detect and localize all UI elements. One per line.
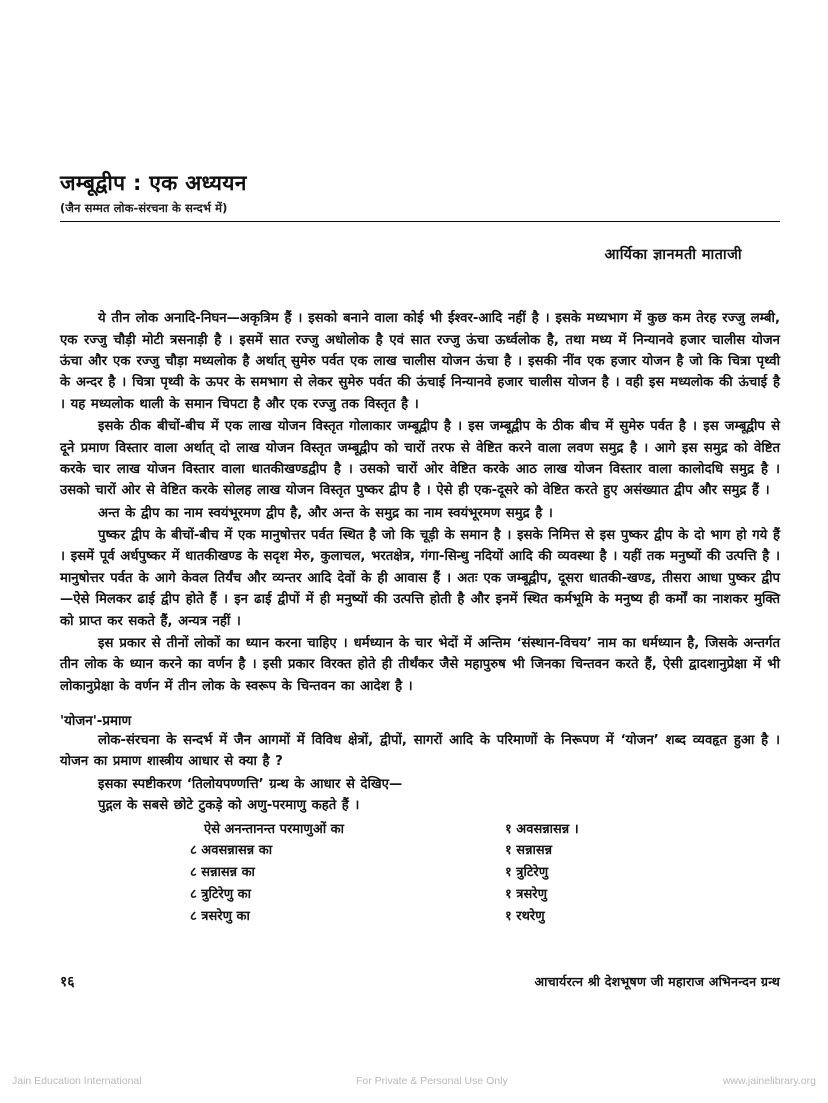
measure-row: १ रथरेणु [505, 908, 545, 924]
measure-row: ८ त्रुटिरेणु का [190, 886, 251, 902]
section-paragraph: लोक-संरचना के सन्दर्भ में जैन आगमों में विविध क्षेत्रों, द्वीपों, सागरों आदि के परिमाणों के निरूपण में ‘योजन’ शब्द व्यवहृत हुआ है । योजन का प्रमाण शास्त्रीय आधार से क्या है ? [60, 733, 780, 770]
page-footer [60, 972, 780, 991]
watermark-usage-notice: For Private & Personal Use Only [356, 1075, 508, 1087]
page-title: जम्बूद्वीप : एक अध्ययन [60, 171, 247, 195]
measure-row: १ त्रुटिरेणु [505, 865, 549, 881]
paragraph: इसके ठीक बीचों-बीच में एक लाख योजन विस्तृत गोलाकार जम्बूद्वीप है । इस जम्बूद्वीप के ठीक बीच में सुमेरु पर्वत है । इस जम्बूद्वीप से दूने प्रमाण विस्तार वाला अर्थात् दो लाख योजन विस्तृत जम्बूद्वीप को चारों तरफ से वेष्टित करने वाला लवण समुद्र है । आगे इस समुद्र को वेष्टित करके चार लाख योजन विस्तार वाला धातकीखण्डद्वीप है । उसको चारों ओर वेष्टित करके आठ लाख योजन विस्तार वाला कालोदधि समुद्र है । उसको चारों ओर से वेष्टित करके सोलह लाख योजन विस्तृत पुष्कर द्वीप है । ऐसे ही एक-दूसरे को वेष्टित करते हुए असंख्यात द्वीप और समुद्र हैं । [60, 419, 780, 499]
measures-column-right [440, 819, 780, 928]
library-watermark-bar [0, 1059, 828, 1103]
measure-row: ऐसे अनन्तानन्त परमाणुओं का [204, 821, 344, 837]
section-paragraph: पुद्गल के सबसे छोटे टुकड़े को अणु-परमाणु कहते हैं । [98, 798, 360, 814]
author-name: आर्यिका ज्ञानमती माताजी [604, 247, 742, 264]
measure-row: १ त्रसरेणु [505, 886, 547, 902]
page-content [60, 170, 780, 928]
title-divider [60, 221, 780, 222]
measure-row: ८ त्रसरेणु का [190, 908, 250, 924]
section-heading-yojan-pramana: 'योजन'-प्रमाण [60, 714, 132, 729]
section-paragraph: इसका स्पष्टीकरण ‘तिलोयपण्णत्ति’ ग्रन्थ के आधार से देखिए— [98, 776, 403, 792]
page-subtitle: (जैन सम्मत लोक-संरचना के सन्दर्भ में) [60, 201, 228, 216]
measure-row: १ अवसन्नासन्न । [505, 821, 579, 837]
paragraph: अन्त के द्वीप का नाम स्वयंभूरमण द्वीप है, और अन्त के समुद्र का नाम स्वयंभूरमण समुद्र है । [98, 505, 553, 521]
paragraph: ये तीन लोक अनादि-निघन—अकृत्रिम हैं । इसको बनाने वाला कोई भी ईश्वर-आदि नहीं है । इसके मध्यभाग में कुछ कम तेरह रज्जु लम्बी, एक रज्जु चौड़ी मोटी त्रसनाड़ी है । इसमें सात रज्जु अधोलोक है एवं सात रज्जु ऊंचा ऊर्ध्वलोक है, तथा मध्य में निन्यानवे हजार चालीस योजन ऊंचा और एक रज्जु चौड़ा मध्यलोक है अर्थात् सुमेरु पर्वत एक लाख चालीस योजन ऊंचा है । इसकी नींव एक हजार योजन है जो कि चित्रा पृथ्वी के अन्दर है । चित्रा पृथ्वी के ऊपर के समभाग से लेकर सुमेरु पर्वत की ऊंचाई निन्यानवे हजार चालीस योजन है । वही इस मध्यलोक की ऊंचाई है । यह मध्यलोक थाली के समान चिपटा है और एक रज्जु तक विस्तृत है । [60, 311, 780, 412]
book-title-footer: आचार्यरत्न श्री देशभूषण जी महाराज अभिनन्दन ग्रन्थ [534, 974, 780, 989]
measure-row: ८ सन्नासन्न का [190, 865, 255, 881]
measure-row: ८ अवसन्नासन्न का [190, 843, 273, 859]
paragraph: पुष्कर द्वीप के बीचों-बीच में एक मानुषोत्तर पर्वत स्थित है जो कि चूड़ी के समान है । इसके निमित्त से इस पुष्कर द्वीप के दो भाग हो गये हैं । इसमें पूर्व अर्धपुष्कर में धातकीखण्ड के सदृश मेरु, कुलाचल, भरतक्षेत्र, गंगा-सिन्धु नदियों आदि की व्यवस्था है । यहीं तक मनुष्यों की उत्पत्ति है । मानुषोत्तर पर्वत के आगे केवल तिर्यंच और व्यन्तर आदि देवों के ही आवास हैं । अतः एक जम्बूद्वीप, दूसरा धातकी-खण्ड, तीसरा आधा पुष्कर द्वीप—ऐसे मिलकर ढाई द्वीप होते हैं । इन ढाई द्वीपों में ही मनुष्यों की उत्पत्ति होती है और इनमें स्थित कर्मभूमि के मनुष्य ही कर्मों का नाशकर मुक्ति को प्राप्त कर सकते हैं, अन्यत्र नहीं । [60, 528, 780, 629]
measures-column-left [60, 819, 440, 928]
watermark-organization: Jain Education International [12, 1075, 142, 1087]
body-text [60, 308, 780, 697]
paragraph: इस प्रकार से तीनों लोकों का ध्यान करना चाहिए । धर्मध्यान के चार भेदों में अन्तिम ‘संस्थान-विचय’ नाम का धर्मध्यान है, जिसके अन्तर्गत तीन लोक के ध्यान करने का वर्णन है । इसी प्रकार विरक्त होते ही तीर्थंकर जैसे महापुरुष भी जिनका चिन्तवन करते हैं, ऐसी द्वादशानुप्रेक्षा में भी लोकानुप्रेक्षा के वर्णन में तीन लोक के स्वरूप के चिन्तवन का आदेश है । [60, 635, 780, 694]
measures-table [60, 819, 780, 928]
page-number: १६ [60, 974, 75, 990]
watermark-website[interactable]: www.jainelibrary.org [722, 1075, 816, 1087]
measure-row: १ सन्नासन्न [505, 843, 553, 859]
